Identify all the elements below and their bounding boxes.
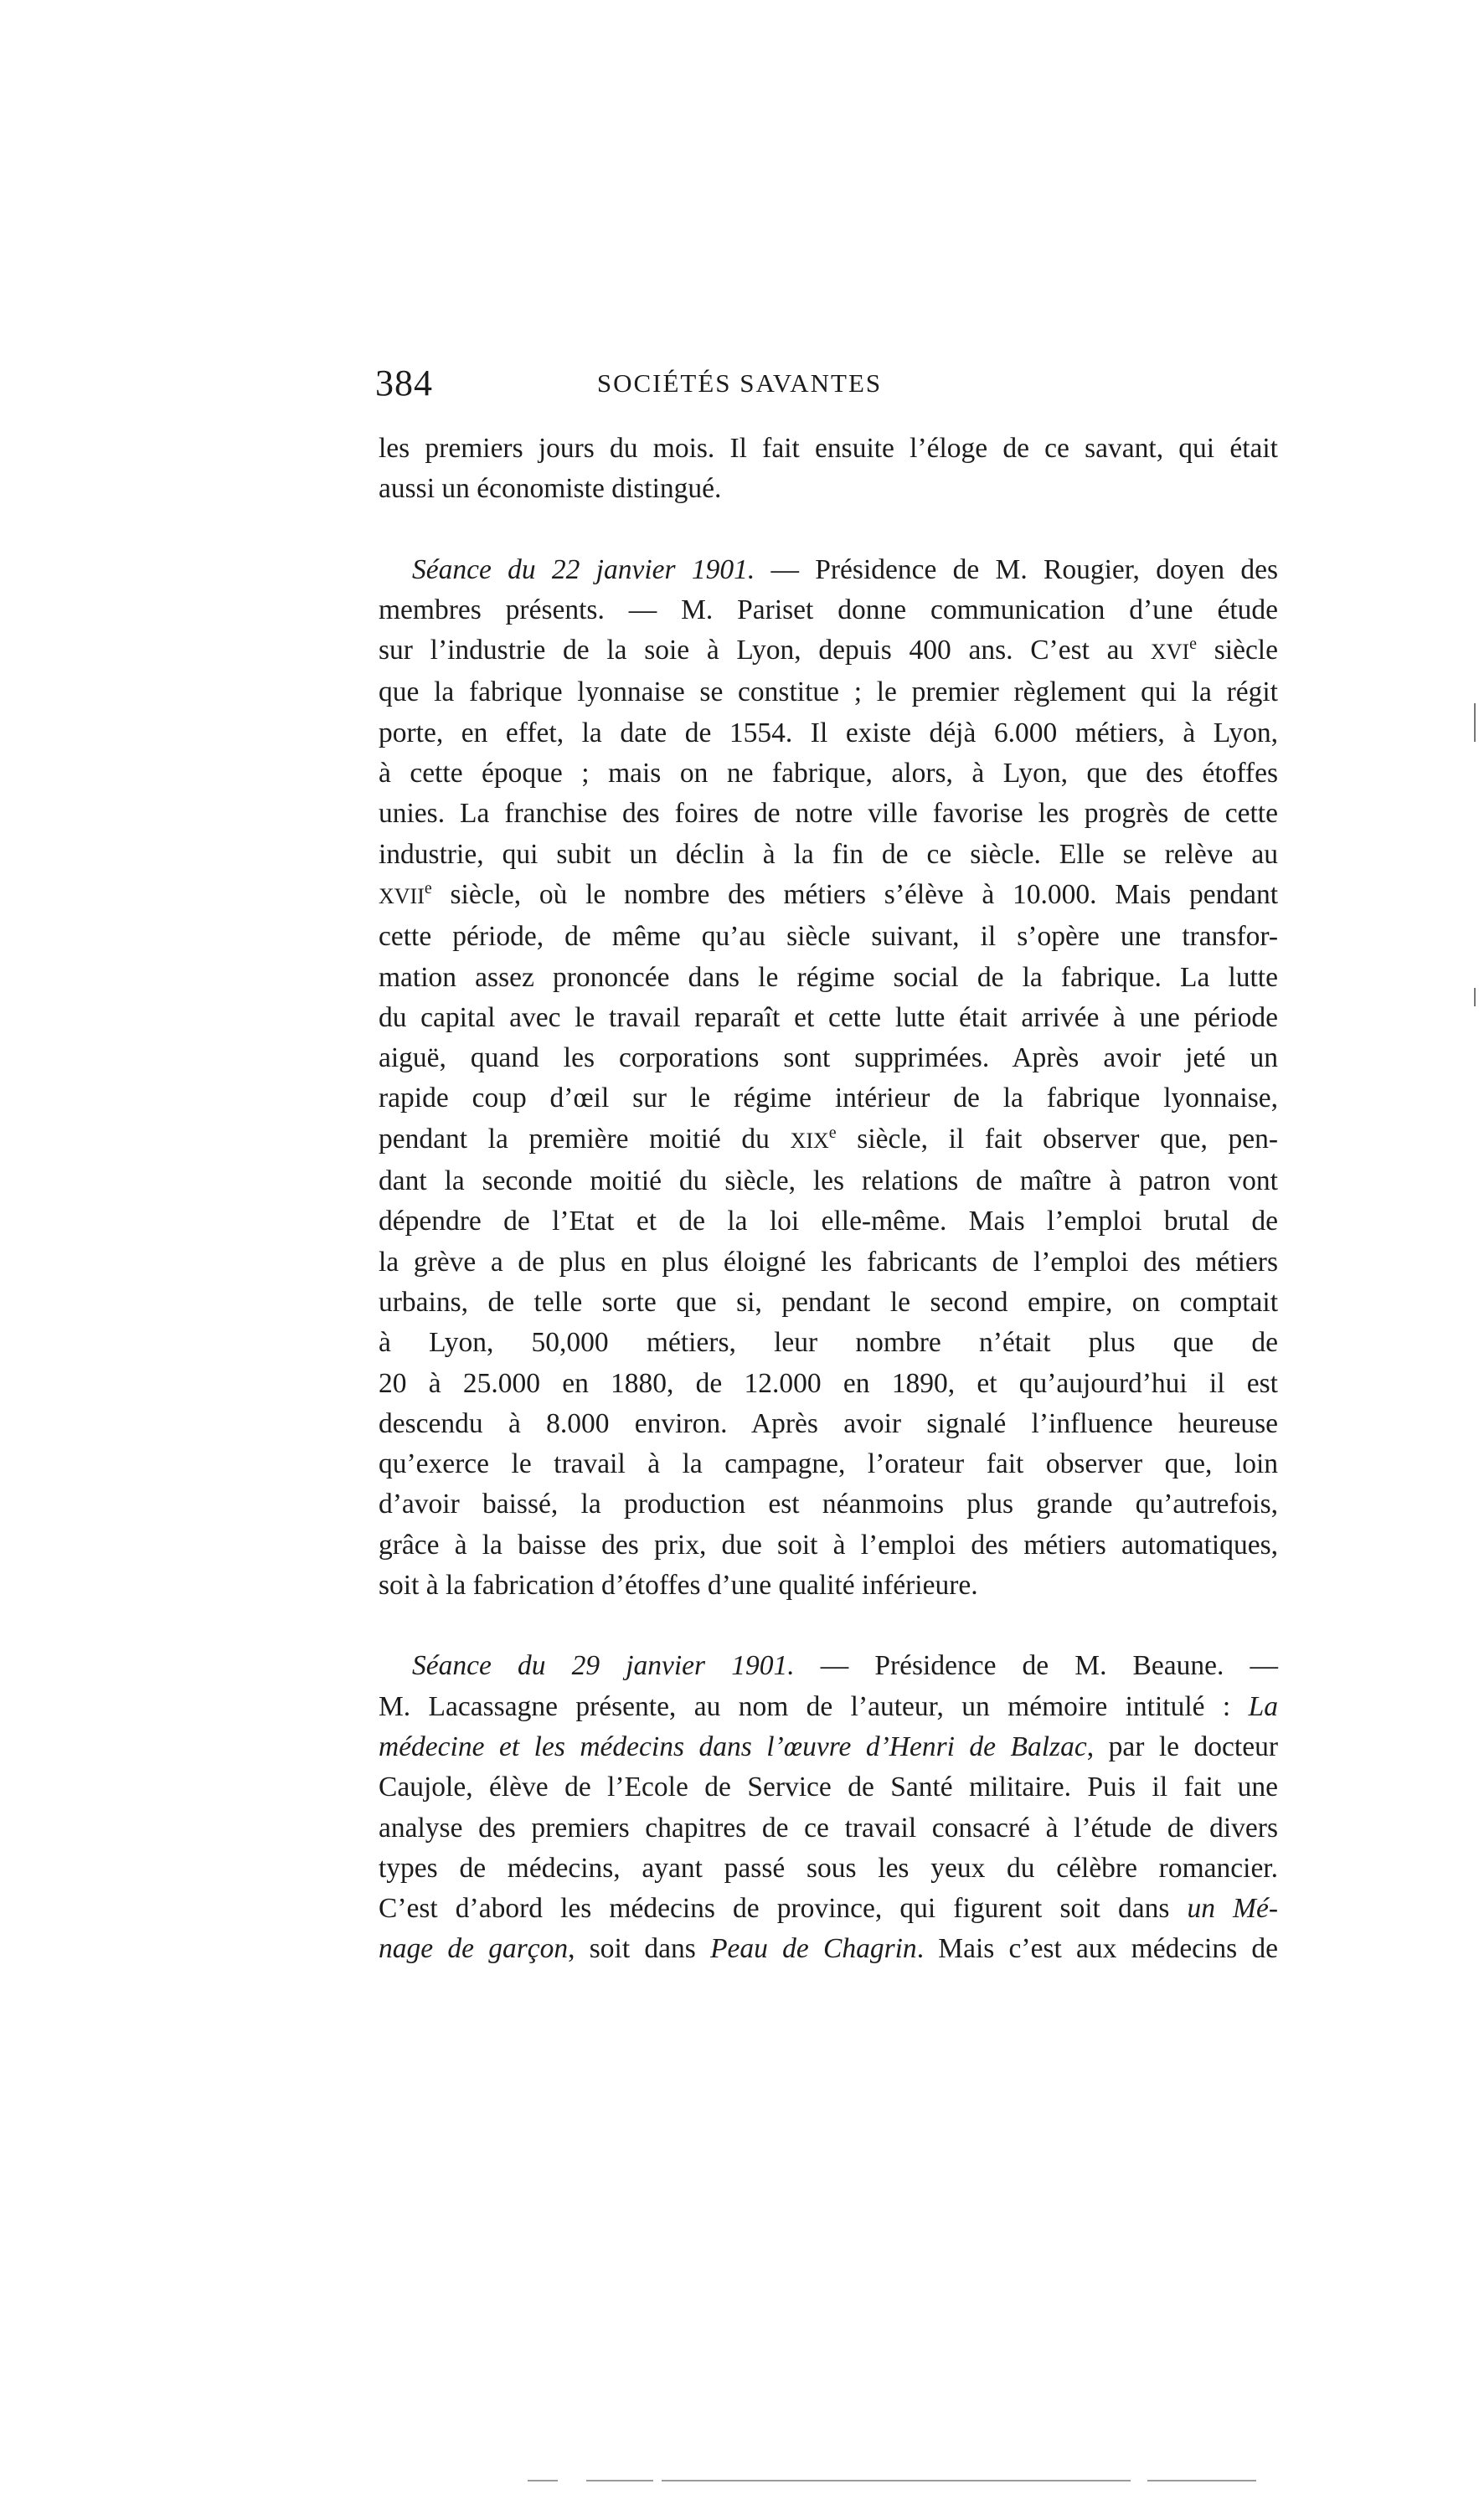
text-line: soit à la fabrication d’étoffes d’une qualité inférieure. <box>379 1570 978 1602</box>
text-line: d’avoir baissé, la production est néanmoins plus grande qu’autrefois, <box>379 1489 1278 1520</box>
text-line: porte, en effet, la date de 1554. Il existe déjà 6.000 métiers, à Lyon, <box>379 717 1278 748</box>
text-line: M. Lacassagne présente, au nom de l’auteur, un mémoire intitulé : La <box>379 1690 1278 1722</box>
seance-heading: Séance du 29 janvier 1901. <box>412 1650 795 1682</box>
book-title: nage de garçon <box>379 1933 569 1965</box>
text-line: grâce à la baisse des prix, due soit à l’emploi des métiers automatiques, <box>379 1529 1278 1561</box>
text-line: nage de garçon, soit dans Peau de Chagrin. Mais c’est aux médecins de <box>379 1933 1279 1965</box>
text-line: pendant la première moitié du XIXe siècle, il fait observer que, pen- <box>379 1123 1278 1155</box>
text-line: urbains, de telle sorte que si, pendant le second empire, on comptait <box>379 1286 1278 1318</box>
seance-heading: Séance du 22 janvier 1901. <box>412 553 755 585</box>
text-line: la grève a de plus en plus éloigné les fabricants de l’emploi des métiers <box>379 1246 1278 1278</box>
running-head: SOCIÉTÉS SAVANTES <box>596 368 883 398</box>
text-line: à Lyon, 50,000 métiers, leur nombre n’était plus que de <box>379 1327 1278 1359</box>
text-line: unies. La franchise des foires de notre ville favorise les progrès de cette <box>379 798 1278 830</box>
text-line: que la fabrique lyonnaise se constitue ; le premier règlement qui la régit <box>379 676 1278 708</box>
scan-footer-rule <box>1147 2480 1256 2481</box>
text-line: industrie, qui subit un déclin à la fin de ce siècle. Elle se relève au <box>379 838 1278 870</box>
text-line: aiguë, quand les corporations sont supprimées. Après avoir jeté un <box>379 1042 1278 1074</box>
paragraph-continuation <box>379 429 1278 510</box>
paragraph-seance-29-janvier <box>379 1646 1278 1969</box>
scan-margin-mark <box>1474 988 1476 1006</box>
text-line: Séance du 22 janvier 1901. — Présidence de M. Rougier, doyen des <box>412 553 1278 585</box>
paragraph-seance-22-janvier <box>379 550 1278 1607</box>
book-title: Peau de Chagrin <box>710 1933 917 1965</box>
scan-footer-rule <box>586 2480 653 2481</box>
text-line: Séance du 29 janvier 1901. — Présidence de M. Beaune. — <box>412 1650 1279 1682</box>
text-line: membres présents. — M. Pariset donne communication d’une étude <box>379 594 1278 625</box>
scan-footer-rule <box>528 2480 558 2481</box>
text-line: sur l’industrie de la soie à Lyon, depuis 400 ans. C’est au XVIe siècle <box>379 635 1278 666</box>
text-line: XVIIe siècle, où le nombre des métiers s’élève à 10.000. Mais pendant <box>379 878 1278 910</box>
text-line: rapide coup d’œil sur le régime intérieur de la fabrique lyonnaise, <box>379 1083 1278 1114</box>
text-line: analyse des premiers chapitres de ce travail consacré à l’étude de divers <box>379 1812 1278 1844</box>
text-line: descendu à 8.000 environ. Après avoir signalé l’influence heureuse <box>379 1407 1278 1439</box>
body-text <box>379 429 1278 1970</box>
page-number: 384 <box>375 363 433 404</box>
text-line: les premiers jours du mois. Il fait ensuite l’éloge de ce savant, qui était <box>379 433 1278 464</box>
text-line: 20 à 25.000 en 1880, de 12.000 en 1890, et qu’aujourd’hui il est <box>379 1367 1278 1399</box>
text-line: C’est d’abord les médecins de province, qui figurent soit dans un Mé- <box>379 1893 1278 1925</box>
text-line: aussi un économiste distingué. <box>379 473 722 505</box>
text-line: cette période, de même qu’au siècle suivant, il s’opère une transfor- <box>379 921 1278 953</box>
text-line: qu’exerce le travail à la campagne, l’orateur fait observer que, loin <box>379 1448 1278 1480</box>
text-line: dépendre de l’Etat et de la loi elle-même. Mais l’emploi brutal de <box>379 1206 1278 1237</box>
text-line: médecine et les médecins dans l’œuvre d’Henri de Balzac, par le docteur <box>379 1731 1278 1762</box>
text-line: à cette époque ; mais on ne fabrique, alors, à Lyon, que des étoffes <box>379 758 1278 789</box>
book-title: médecine et les médecins dans l’œuvre d’Henri de Balzac <box>379 1731 1087 1762</box>
text-line: mation assez prononcée dans le régime social de la fabrique. La lutte <box>379 961 1278 993</box>
text-line: du capital avec le travail reparaît et cette lutte était arrivée à une période <box>379 1001 1278 1033</box>
scan-margin-mark <box>1474 703 1476 742</box>
text-line: Caujole, élève de l’Ecole de Service de Santé militaire. Puis il fait une <box>379 1772 1278 1803</box>
text-line: dant la seconde moitié du siècle, les relations de maître à patron vont <box>379 1165 1278 1197</box>
scan-footer-rule <box>662 2480 1131 2481</box>
text-line: types de médecins, ayant passé sous les yeux du célèbre romancier. <box>379 1852 1278 1884</box>
